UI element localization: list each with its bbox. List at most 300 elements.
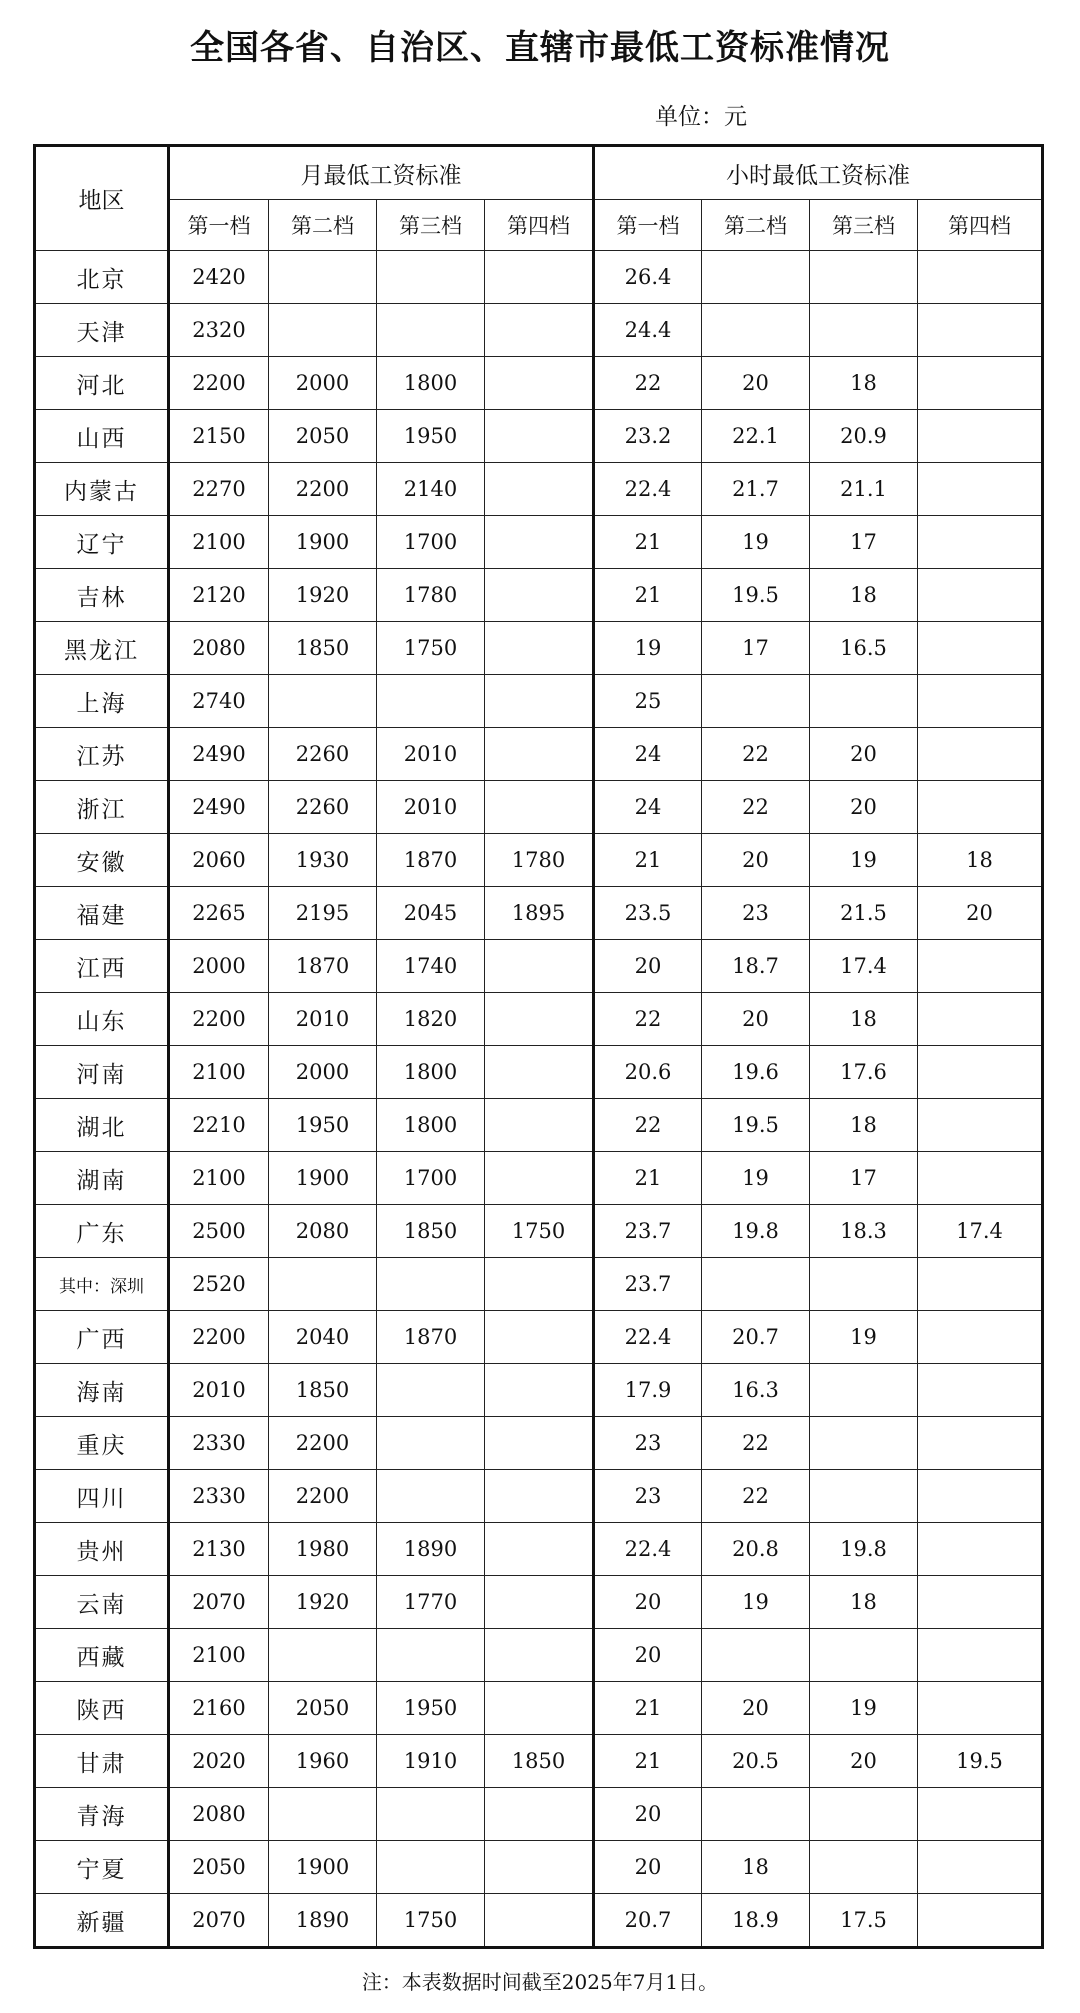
monthly-tier-1-cell: 2100	[169, 516, 269, 569]
hourly-tier-4-cell	[918, 940, 1043, 993]
hourly-tier-3-cell: 20	[810, 728, 918, 781]
monthly-tier-4-cell	[485, 1523, 594, 1576]
table-row	[35, 781, 1043, 834]
monthly-tier-1-cell: 2420	[169, 251, 269, 304]
monthly-tier-2-cell	[269, 1788, 377, 1841]
hourly-tier-2-cell: 19	[702, 516, 810, 569]
monthly-tier-3-cell: 1870	[377, 1311, 485, 1364]
monthly-tier-2-cell: 1950	[269, 1099, 377, 1152]
hourly-tier-1-cell: 20.7	[594, 1894, 702, 1948]
region-cell: 山西	[35, 410, 169, 463]
hourly-tier-4-cell	[918, 1152, 1043, 1205]
monthly-tier-1-cell: 2200	[169, 993, 269, 1046]
hourly-tier-3-cell: 20	[810, 1735, 918, 1788]
monthly-tier-3-cell: 1770	[377, 1576, 485, 1629]
monthly-tier-4-cell	[485, 781, 594, 834]
hourly-tier-3-cell	[810, 251, 918, 304]
monthly-tier-1-cell: 2070	[169, 1576, 269, 1629]
hourly-tier-1-cell: 20	[594, 1576, 702, 1629]
region-cell: 北京	[35, 251, 169, 304]
monthly-tier-1-cell: 2500	[169, 1205, 269, 1258]
monthly-tier-3-cell: 1750	[377, 1894, 485, 1948]
hourly-tier-3-cell: 19.8	[810, 1523, 918, 1576]
table-row	[35, 834, 1043, 887]
monthly-tier-4-cell	[485, 1152, 594, 1205]
hourly-tier-4-cell	[918, 516, 1043, 569]
unit-label: 单位：元	[655, 104, 747, 130]
hourly-tier-2-cell: 22.1	[702, 410, 810, 463]
monthly-tier-1-cell: 2130	[169, 1523, 269, 1576]
monthly-tier-2-cell: 2040	[269, 1311, 377, 1364]
monthly-tier-4-cell: 1850	[485, 1735, 594, 1788]
monthly-tier-4-cell	[485, 516, 594, 569]
hourly-tier-1-cell: 21	[594, 569, 702, 622]
hourly-tier-3-cell	[810, 304, 918, 357]
region-cell: 西藏	[35, 1629, 169, 1682]
hourly-tier-2-cell: 19.6	[702, 1046, 810, 1099]
table-row	[35, 1099, 1043, 1152]
monthly-tier-3-cell: 1800	[377, 1046, 485, 1099]
hourly-tier-4-cell	[918, 1629, 1043, 1682]
hourly-tier-2-cell: 20	[702, 993, 810, 1046]
region-cell: 广东	[35, 1205, 169, 1258]
hourly-tier-4-cell	[918, 1417, 1043, 1470]
monthly-tier-2-cell: 2010	[269, 993, 377, 1046]
monthly-tier-3-cell: 1740	[377, 940, 485, 993]
region-cell: 甘肃	[35, 1735, 169, 1788]
hourly-tier-1-cell: 22.4	[594, 463, 702, 516]
hourly-tier-2-cell	[702, 251, 810, 304]
region-cell: 内蒙古	[35, 463, 169, 516]
region-cell: 湖北	[35, 1099, 169, 1152]
monthly-tier-3-cell	[377, 1470, 485, 1523]
monthly-tier-3-cell	[377, 1841, 485, 1894]
hourly-tier-1-cell: 23	[594, 1417, 702, 1470]
table-row	[35, 993, 1043, 1046]
region-cell: 陕西	[35, 1682, 169, 1735]
monthly-tier-1-cell: 2010	[169, 1364, 269, 1417]
monthly-tier-3-cell	[377, 251, 485, 304]
region-cell: 安徽	[35, 834, 169, 887]
hourly-tier-1-cell: 19	[594, 622, 702, 675]
monthly-tier-1-cell: 2060	[169, 834, 269, 887]
hourly-tier-1-cell: 22	[594, 993, 702, 1046]
hourly-tier-2-cell	[702, 675, 810, 728]
monthly-tier-3-cell: 1800	[377, 1099, 485, 1152]
table-row	[35, 1894, 1043, 1948]
hourly-tier-3-cell: 18	[810, 1099, 918, 1152]
hourly-tier-4-cell	[918, 251, 1043, 304]
hourly-tier-2-cell: 20	[702, 834, 810, 887]
hourly-tier-3-cell: 17.4	[810, 940, 918, 993]
monthly-tier-2-cell: 2050	[269, 410, 377, 463]
hourly-tier-3-cell: 18	[810, 993, 918, 1046]
monthly-tier-3-cell: 1820	[377, 993, 485, 1046]
monthly-tier-2-cell: 1920	[269, 1576, 377, 1629]
hourly-tier-3-cell: 17.6	[810, 1046, 918, 1099]
monthly-tier-4-cell	[485, 940, 594, 993]
monthly-standard-header: 月最低工资标准	[169, 146, 594, 200]
hourly-tier-4-cell	[918, 1841, 1043, 1894]
monthly-tier-2-cell: 1850	[269, 1364, 377, 1417]
monthly-tier-2-cell: 2000	[269, 357, 377, 410]
monthly-tier-2-cell: 1850	[269, 622, 377, 675]
region-cell: 其中：深圳	[35, 1258, 169, 1311]
region-cell: 四川	[35, 1470, 169, 1523]
hourly-tier-2-cell: 22	[702, 781, 810, 834]
hourly-tier-4-cell	[918, 993, 1043, 1046]
hourly-tier-1-cell: 23.5	[594, 887, 702, 940]
monthly-tier-1-cell: 2050	[169, 1841, 269, 1894]
monthly-tier-2-header: 第二档	[269, 200, 377, 251]
hourly-tier-2-cell: 20	[702, 1682, 810, 1735]
hourly-tier-3-cell	[810, 1417, 918, 1470]
hourly-tier-4-cell	[918, 1576, 1043, 1629]
hourly-tier-4-cell	[918, 1311, 1043, 1364]
hourly-tier-3-cell: 18	[810, 569, 918, 622]
hourly-tier-3-cell: 16.5	[810, 622, 918, 675]
table-row	[35, 569, 1043, 622]
monthly-tier-2-cell	[269, 251, 377, 304]
hourly-tier-2-cell: 22	[702, 728, 810, 781]
monthly-tier-3-cell: 2140	[377, 463, 485, 516]
monthly-tier-1-cell: 2200	[169, 357, 269, 410]
table-row	[35, 1311, 1043, 1364]
table-row	[35, 304, 1043, 357]
monthly-tier-4-cell	[485, 251, 594, 304]
monthly-tier-1-cell: 2100	[169, 1629, 269, 1682]
monthly-tier-4-cell	[485, 1788, 594, 1841]
hourly-tier-3-cell: 21.1	[810, 463, 918, 516]
hourly-tier-2-cell	[702, 1788, 810, 1841]
region-cell: 湖南	[35, 1152, 169, 1205]
monthly-tier-3-cell: 2010	[377, 728, 485, 781]
hourly-tier-1-cell: 22	[594, 1099, 702, 1152]
monthly-tier-2-cell: 1920	[269, 569, 377, 622]
table-row	[35, 1735, 1043, 1788]
hourly-tier-3-cell: 17	[810, 1152, 918, 1205]
monthly-tier-3-cell	[377, 304, 485, 357]
footnote: 注：本表数据时间截至2025年7月1日。	[361, 1970, 719, 1994]
region-cell: 重庆	[35, 1417, 169, 1470]
region-cell: 青海	[35, 1788, 169, 1841]
hourly-tier-4-cell: 17.4	[918, 1205, 1043, 1258]
hourly-tier-3-cell	[810, 1364, 918, 1417]
hourly-tier-2-cell: 22	[702, 1470, 810, 1523]
hourly-tier-1-cell: 22.4	[594, 1311, 702, 1364]
monthly-tier-3-cell: 1800	[377, 357, 485, 410]
hourly-tier-2-cell	[702, 304, 810, 357]
minimum-wage-table	[33, 144, 1044, 1949]
table-row	[35, 1682, 1043, 1735]
hourly-tier-1-cell: 21	[594, 516, 702, 569]
monthly-tier-4-cell	[485, 463, 594, 516]
hourly-tier-4-cell	[918, 1682, 1043, 1735]
hourly-tier-3-cell: 18	[810, 1576, 918, 1629]
monthly-tier-4-cell	[485, 1258, 594, 1311]
region-cell: 福建	[35, 887, 169, 940]
monthly-tier-3-cell	[377, 1364, 485, 1417]
region-cell: 宁夏	[35, 1841, 169, 1894]
hourly-tier-4-cell	[918, 1788, 1043, 1841]
hourly-tier-4-cell	[918, 622, 1043, 675]
hourly-tier-2-cell: 20.7	[702, 1311, 810, 1364]
monthly-tier-1-cell: 2150	[169, 410, 269, 463]
monthly-tier-1-cell: 2490	[169, 728, 269, 781]
table-row	[35, 622, 1043, 675]
hourly-tier-3-cell: 19	[810, 1682, 918, 1735]
monthly-tier-1-cell: 2740	[169, 675, 269, 728]
wage-table-body	[35, 251, 1043, 1948]
monthly-tier-2-cell: 1900	[269, 516, 377, 569]
monthly-tier-4-cell	[485, 622, 594, 675]
hourly-tier-3-cell: 19	[810, 1311, 918, 1364]
hourly-tier-4-cell: 20	[918, 887, 1043, 940]
hourly-tier-4-header: 第四档	[918, 200, 1043, 251]
monthly-tier-3-cell: 2010	[377, 781, 485, 834]
hourly-tier-3-header: 第三档	[810, 200, 918, 251]
monthly-tier-2-cell: 2200	[269, 463, 377, 516]
table-row	[35, 1841, 1043, 1894]
table-row	[35, 1417, 1043, 1470]
table-row	[35, 410, 1043, 463]
table-row	[35, 1258, 1043, 1311]
monthly-tier-4-cell	[485, 1682, 594, 1735]
hourly-tier-2-cell: 20.5	[702, 1735, 810, 1788]
hourly-tier-1-cell: 24	[594, 728, 702, 781]
region-cell: 辽宁	[35, 516, 169, 569]
table-row	[35, 1788, 1043, 1841]
monthly-tier-4-cell	[485, 1046, 594, 1099]
monthly-tier-1-cell: 2100	[169, 1152, 269, 1205]
monthly-tier-4-cell	[485, 410, 594, 463]
table-row	[35, 1046, 1043, 1099]
monthly-tier-4-cell	[485, 1841, 594, 1894]
monthly-tier-4-cell	[485, 1311, 594, 1364]
monthly-tier-2-cell: 1980	[269, 1523, 377, 1576]
table-row	[35, 1629, 1043, 1682]
monthly-tier-1-header: 第一档	[169, 200, 269, 251]
region-cell: 新疆	[35, 1894, 169, 1948]
monthly-tier-4-cell	[485, 304, 594, 357]
hourly-tier-4-cell	[918, 728, 1043, 781]
hourly-tier-3-cell: 17	[810, 516, 918, 569]
monthly-tier-1-cell: 2100	[169, 1046, 269, 1099]
monthly-tier-2-cell: 2200	[269, 1470, 377, 1523]
monthly-tier-4-cell	[485, 675, 594, 728]
monthly-tier-3-cell	[377, 1629, 485, 1682]
hourly-tier-2-cell: 19	[702, 1152, 810, 1205]
hourly-tier-4-cell	[918, 410, 1043, 463]
region-cell: 上海	[35, 675, 169, 728]
hourly-tier-1-cell: 23.7	[594, 1205, 702, 1258]
monthly-tier-2-cell: 2260	[269, 781, 377, 834]
hourly-tier-1-cell: 21	[594, 1682, 702, 1735]
monthly-tier-3-cell: 1870	[377, 834, 485, 887]
hourly-tier-4-cell	[918, 1894, 1043, 1948]
monthly-tier-2-cell: 1900	[269, 1841, 377, 1894]
monthly-tier-1-cell: 2270	[169, 463, 269, 516]
hourly-tier-3-cell: 18	[810, 357, 918, 410]
hourly-tier-2-cell: 19.5	[702, 569, 810, 622]
hourly-standard-header: 小时最低工资标准	[594, 146, 1043, 200]
hourly-tier-1-cell: 22.4	[594, 1523, 702, 1576]
table-row	[35, 940, 1043, 993]
monthly-tier-1-cell: 2120	[169, 569, 269, 622]
monthly-tier-2-cell	[269, 1258, 377, 1311]
hourly-tier-1-cell: 23.7	[594, 1258, 702, 1311]
hourly-tier-4-cell	[918, 1523, 1043, 1576]
monthly-tier-3-cell: 1850	[377, 1205, 485, 1258]
table-row	[35, 1364, 1043, 1417]
hourly-tier-3-cell: 20	[810, 781, 918, 834]
table-row	[35, 463, 1043, 516]
monthly-tier-3-cell	[377, 1788, 485, 1841]
hourly-tier-2-cell: 20.8	[702, 1523, 810, 1576]
monthly-tier-1-cell: 2080	[169, 1788, 269, 1841]
table-row	[35, 251, 1043, 304]
hourly-tier-1-cell: 25	[594, 675, 702, 728]
hourly-tier-3-cell: 19	[810, 834, 918, 887]
monthly-tier-1-cell: 2000	[169, 940, 269, 993]
monthly-tier-4-cell	[485, 357, 594, 410]
hourly-tier-1-cell: 20.6	[594, 1046, 702, 1099]
monthly-tier-3-cell: 1780	[377, 569, 485, 622]
monthly-tier-2-cell	[269, 304, 377, 357]
monthly-tier-3-cell: 1950	[377, 410, 485, 463]
region-cell: 河南	[35, 1046, 169, 1099]
hourly-tier-3-cell	[810, 1629, 918, 1682]
region-cell: 江苏	[35, 728, 169, 781]
monthly-tier-4-header: 第四档	[485, 200, 594, 251]
hourly-tier-2-cell: 19.5	[702, 1099, 810, 1152]
monthly-tier-4-cell	[485, 1099, 594, 1152]
monthly-tier-3-cell: 1750	[377, 622, 485, 675]
monthly-tier-3-cell	[377, 1258, 485, 1311]
table-row	[35, 516, 1043, 569]
hourly-tier-4-cell	[918, 1046, 1043, 1099]
hourly-tier-3-cell: 20.9	[810, 410, 918, 463]
table-row	[35, 1576, 1043, 1629]
table-row	[35, 1152, 1043, 1205]
monthly-tier-2-cell: 2050	[269, 1682, 377, 1735]
table-row	[35, 1523, 1043, 1576]
monthly-tier-1-cell: 2265	[169, 887, 269, 940]
hourly-tier-4-cell	[918, 1258, 1043, 1311]
hourly-tier-1-cell: 20	[594, 1788, 702, 1841]
region-cell: 吉林	[35, 569, 169, 622]
region-cell: 山东	[35, 993, 169, 1046]
monthly-tier-1-cell: 2520	[169, 1258, 269, 1311]
table-row	[35, 728, 1043, 781]
hourly-tier-3-cell: 18.3	[810, 1205, 918, 1258]
monthly-tier-3-cell: 1890	[377, 1523, 485, 1576]
monthly-tier-1-cell: 2320	[169, 304, 269, 357]
monthly-tier-4-cell	[485, 1470, 594, 1523]
region-cell: 天津	[35, 304, 169, 357]
hourly-tier-2-cell: 19.8	[702, 1205, 810, 1258]
hourly-tier-4-cell: 19.5	[918, 1735, 1043, 1788]
monthly-tier-3-cell: 2045	[377, 887, 485, 940]
hourly-tier-4-cell	[918, 569, 1043, 622]
monthly-tier-3-cell: 1950	[377, 1682, 485, 1735]
hourly-tier-1-cell: 21	[594, 1152, 702, 1205]
monthly-tier-4-cell	[485, 1364, 594, 1417]
monthly-tier-4-cell	[485, 1576, 594, 1629]
table-row	[35, 675, 1043, 728]
hourly-tier-3-cell	[810, 1788, 918, 1841]
hourly-tier-1-cell: 24	[594, 781, 702, 834]
hourly-tier-4-cell	[918, 1470, 1043, 1523]
hourly-tier-2-cell: 21.7	[702, 463, 810, 516]
hourly-tier-2-cell: 19	[702, 1576, 810, 1629]
monthly-tier-3-cell: 1700	[377, 516, 485, 569]
monthly-tier-2-cell: 1870	[269, 940, 377, 993]
monthly-tier-2-cell: 2195	[269, 887, 377, 940]
hourly-tier-3-cell: 21.5	[810, 887, 918, 940]
hourly-tier-2-cell: 18.9	[702, 1894, 810, 1948]
hourly-tier-4-cell	[918, 357, 1043, 410]
region-cell: 江西	[35, 940, 169, 993]
monthly-tier-3-cell	[377, 1417, 485, 1470]
hourly-tier-1-cell: 20	[594, 1629, 702, 1682]
monthly-tier-2-cell: 1890	[269, 1894, 377, 1948]
hourly-tier-2-cell: 16.3	[702, 1364, 810, 1417]
monthly-tier-2-cell: 2000	[269, 1046, 377, 1099]
hourly-tier-3-cell	[810, 1258, 918, 1311]
hourly-tier-1-header: 第一档	[594, 200, 702, 251]
hourly-tier-4-cell	[918, 1364, 1043, 1417]
monthly-tier-4-cell	[485, 1417, 594, 1470]
region-cell: 云南	[35, 1576, 169, 1629]
hourly-tier-2-cell	[702, 1258, 810, 1311]
monthly-tier-2-cell: 1930	[269, 834, 377, 887]
monthly-tier-4-cell: 1895	[485, 887, 594, 940]
hourly-tier-1-cell: 22	[594, 357, 702, 410]
hourly-tier-1-cell: 20	[594, 940, 702, 993]
monthly-tier-4-cell	[485, 728, 594, 781]
hourly-tier-1-cell: 17.9	[594, 1364, 702, 1417]
table-row	[35, 1470, 1043, 1523]
hourly-tier-1-cell: 23.2	[594, 410, 702, 463]
hourly-tier-1-cell: 26.4	[594, 251, 702, 304]
monthly-tier-1-cell: 2080	[169, 622, 269, 675]
monthly-tier-2-cell: 1900	[269, 1152, 377, 1205]
table-row	[35, 1205, 1043, 1258]
region-cell: 贵州	[35, 1523, 169, 1576]
hourly-tier-1-cell: 23	[594, 1470, 702, 1523]
monthly-tier-1-cell: 2200	[169, 1311, 269, 1364]
region-header: 地区	[35, 146, 169, 251]
monthly-tier-2-cell: 2080	[269, 1205, 377, 1258]
monthly-tier-4-cell	[485, 569, 594, 622]
hourly-tier-3-cell	[810, 675, 918, 728]
hourly-tier-1-cell: 21	[594, 1735, 702, 1788]
hourly-tier-2-cell: 20	[702, 357, 810, 410]
hourly-tier-1-cell: 21	[594, 834, 702, 887]
hourly-tier-1-cell: 20	[594, 1841, 702, 1894]
monthly-tier-1-cell: 2020	[169, 1735, 269, 1788]
hourly-tier-4-cell	[918, 463, 1043, 516]
hourly-tier-4-cell	[918, 675, 1043, 728]
page-title: 全国各省、自治区、直辖市最低工资标准情况	[190, 28, 890, 68]
monthly-tier-2-cell: 1960	[269, 1735, 377, 1788]
hourly-tier-3-cell: 17.5	[810, 1894, 918, 1948]
monthly-tier-4-cell	[485, 993, 594, 1046]
monthly-tier-3-cell: 1910	[377, 1735, 485, 1788]
monthly-tier-1-cell: 2210	[169, 1099, 269, 1152]
hourly-tier-4-cell: 18	[918, 834, 1043, 887]
